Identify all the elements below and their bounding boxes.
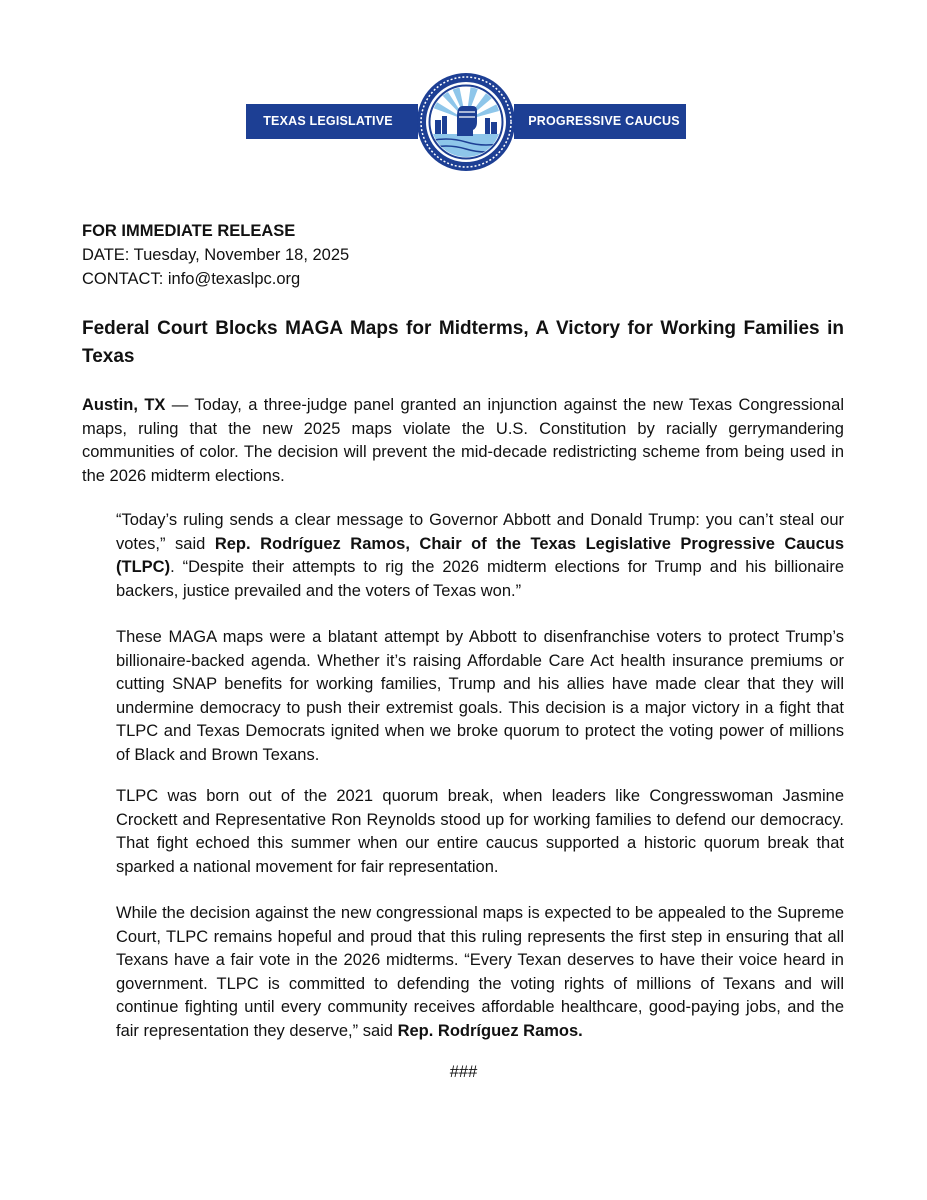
paragraph-history [116, 785, 844, 879]
end-mark: ### [449, 1063, 478, 1081]
raised-fist-seal-icon [411, 72, 521, 172]
release-contact: CONTACT: info@texaslpc.org [82, 270, 301, 288]
paragraph-text: “Today’s ruling sends a clear message to Governor Abbott and Donald Trump: you can’t steal our votes,” said [116, 511, 844, 553]
logo-left-banner: TEXAS LEGISLATIVE [246, 104, 418, 139]
dateline: Austin, TX [82, 396, 166, 414]
speaker-name: Rep. Rodríguez Ramos, Chair of the Texas Legislative Progressive Caucus (TLPC) [116, 534, 844, 577]
press-release-title: Federal Court Blocks MAGA Maps for Midterms, A Victory for Working Families in Texas [82, 318, 844, 367]
logo-right-banner: PROGRESSIVE CAUCUS [514, 104, 686, 139]
release-date: DATE: Tuesday, November 18, 2025 [82, 246, 350, 264]
paragraph-text: While the decision against the new congressional maps is expected to be appealed to the Supreme Court, TLPC remains hopeful and proud that this ruling represents the first step in ensuring that all Texans have a fair vote in the 2026 midterms. “Every Texan deserves to have their voice heard in government. TLPC is committed to defending the voting rights of millions of Texans and will continue fighting until every community receives affordable healthcare, good-paying jobs, and the fair representation they deserve,” said [116, 904, 844, 1040]
paragraph-text: TLPC was born out of the 2021 quorum break, when leaders like Congresswoman Jasmine Crockett and Representative Ron Reynolds stood up for working families to defend our democracy. That fight echoed this summer when our entire caucus supported a historic quorum break that sparked a national movement for fair representation. [116, 787, 844, 876]
speaker-name: Rep. Rodríguez Ramos. [397, 1021, 583, 1040]
caucus-logo [246, 72, 686, 172]
paragraph-text: — Today, a three-judge panel granted an injunction against the new Texas Congressional maps, ruling that the new 2025 maps violate the U.S. Constitution by racially gerrymandering communities of color. The decision will prevent the mid-decade redistricting scheme from being used in the 2026 midterm elections. [82, 396, 844, 485]
paragraph-quote [116, 509, 844, 603]
release-header [82, 219, 349, 291]
paragraph-closing [116, 902, 844, 1044]
paragraph-text: These MAGA maps were a blatant attempt by Abbott to disenfranchise voters to protect Trump’s billionaire-backed agenda. Whether it’s raising Affordable Care Act health insurance premiums or cutting SNAP benefits for working families, Trump and his allies have made clear that they will undermine democracy to push their extremist goals. This decision is a major victory in a fight that TLPC and Texas Democrats ignited when we broke quorum to protect the voting power of millions of Black and Brown Texans. [116, 628, 844, 764]
paragraph-maga-maps [116, 626, 844, 768]
paragraph-intro [82, 394, 844, 488]
paragraph-text: . “Despite their attempts to rig the 2026 midterm elections for Trump and his billionaire backers, justice prevailed and the voters of Texas won.” [116, 558, 844, 600]
release-label: FOR IMMEDIATE RELEASE [82, 222, 296, 240]
